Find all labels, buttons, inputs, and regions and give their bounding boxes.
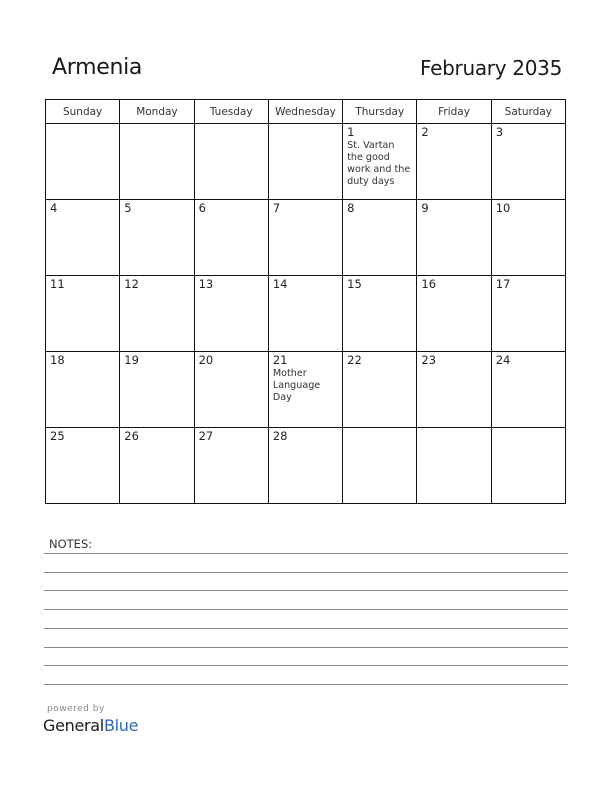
- calendar-day-cell: [46, 276, 120, 352]
- calendar-day-cell: [343, 276, 417, 352]
- calendar-day-cell: [120, 124, 194, 200]
- calendar-day-cell: [268, 352, 342, 428]
- calendar-week-row: [46, 276, 566, 352]
- day-number: 10: [495, 201, 511, 215]
- day-number: 24: [495, 353, 511, 367]
- day-number: 25: [50, 429, 65, 443]
- calendar-week-row: [46, 352, 566, 428]
- day-number: 9: [421, 201, 429, 215]
- day-number: 5: [124, 201, 132, 215]
- holiday-event: Mother Language Day: [272, 368, 321, 403]
- day-number: 12: [124, 277, 139, 291]
- weekday-saturday: Saturday: [491, 100, 565, 124]
- calendar-day-cell: [194, 124, 268, 200]
- weekday-friday: Friday: [417, 100, 491, 124]
- weekday-sunday: Sunday: [46, 100, 120, 124]
- notes-line: [44, 665, 568, 666]
- weekday-thursday: Thursday: [343, 100, 417, 124]
- calendar-day-cell: [417, 200, 491, 276]
- day-number: 20: [198, 353, 214, 367]
- day-number: 22: [347, 353, 362, 367]
- calendar-day-cell: [46, 428, 120, 504]
- day-number: 21: [272, 353, 288, 367]
- day-number: 27: [198, 429, 214, 443]
- calendar-day-cell: [491, 428, 565, 504]
- brand-blue: Blue: [103, 716, 139, 735]
- calendar-day-cell: [46, 352, 120, 428]
- calendar-week-row: [46, 200, 566, 276]
- day-number: 16: [421, 277, 437, 291]
- calendar-day-cell: [417, 352, 491, 428]
- calendar-day-cell: [268, 124, 342, 200]
- weekday-wednesday: Wednesday: [268, 100, 342, 124]
- weekday-header-row: [46, 100, 566, 124]
- calendar-day-cell: [194, 428, 268, 504]
- calendar-day-cell: [343, 124, 417, 200]
- day-number: 13: [198, 277, 214, 291]
- calendar-day-cell: [194, 352, 268, 428]
- day-number: 2: [421, 125, 429, 139]
- calendar-grid: [45, 99, 566, 504]
- calendar-day-cell: [194, 200, 268, 276]
- calendar-day-cell: [417, 124, 491, 200]
- calendar-day-cell: [268, 276, 342, 352]
- day-number: 17: [495, 277, 511, 291]
- calendar-day-cell: [46, 200, 120, 276]
- calendar-day-cell: [491, 124, 565, 200]
- calendar-day-cell: [491, 200, 565, 276]
- notes-line: [44, 647, 568, 648]
- day-number: 8: [347, 201, 355, 215]
- calendar-day-cell: [343, 428, 417, 504]
- day-number: 23: [421, 353, 437, 367]
- calendar-week-row: [46, 124, 566, 200]
- notes-line: [44, 628, 568, 629]
- notes-line: [44, 553, 568, 554]
- calendar-day-cell: [343, 200, 417, 276]
- calendar-day-cell: [46, 124, 120, 200]
- day-number: 28: [272, 429, 288, 443]
- calendar-day-cell: [268, 200, 342, 276]
- notes-line: [44, 572, 568, 573]
- calendar-day-cell: [491, 276, 565, 352]
- calendar-day-cell: [491, 352, 565, 428]
- day-number: 14: [272, 277, 288, 291]
- notes-line: [44, 590, 568, 591]
- calendar-day-cell: [120, 276, 194, 352]
- day-number: 26: [124, 429, 139, 443]
- calendar-day-cell: [343, 352, 417, 428]
- brand-general: General: [43, 716, 104, 735]
- day-number: 19: [124, 353, 139, 367]
- notes-line: [44, 609, 568, 610]
- day-number: 18: [50, 353, 65, 367]
- day-number: 3: [495, 125, 504, 139]
- day-number: 6: [198, 201, 206, 215]
- weekday-monday: Monday: [120, 100, 194, 124]
- holiday-event: St. Vartan the good work and the duty days: [347, 140, 411, 187]
- month-year-title: February 2035: [420, 56, 562, 80]
- notes-label: NOTES:: [49, 537, 93, 551]
- day-number: 15: [347, 277, 362, 291]
- calendar-day-cell: [417, 428, 491, 504]
- generalblue-logo: [43, 716, 138, 735]
- day-number: 7: [272, 201, 281, 215]
- powered-by-text: powered by: [47, 704, 105, 714]
- day-number: 4: [50, 201, 58, 215]
- notes-line: [44, 684, 568, 685]
- calendar-day-cell: [120, 352, 194, 428]
- calendar-day-cell: [120, 428, 194, 504]
- day-number: 11: [50, 277, 65, 291]
- day-number: 1: [347, 125, 355, 139]
- country-title: Armenia: [52, 55, 143, 80]
- calendar-day-cell: [120, 200, 194, 276]
- calendar-day-cell: [268, 428, 342, 504]
- calendar-week-row: [46, 428, 566, 504]
- weekday-tuesday: Tuesday: [194, 100, 268, 124]
- calendar-day-cell: [417, 276, 491, 352]
- calendar-day-cell: [194, 276, 268, 352]
